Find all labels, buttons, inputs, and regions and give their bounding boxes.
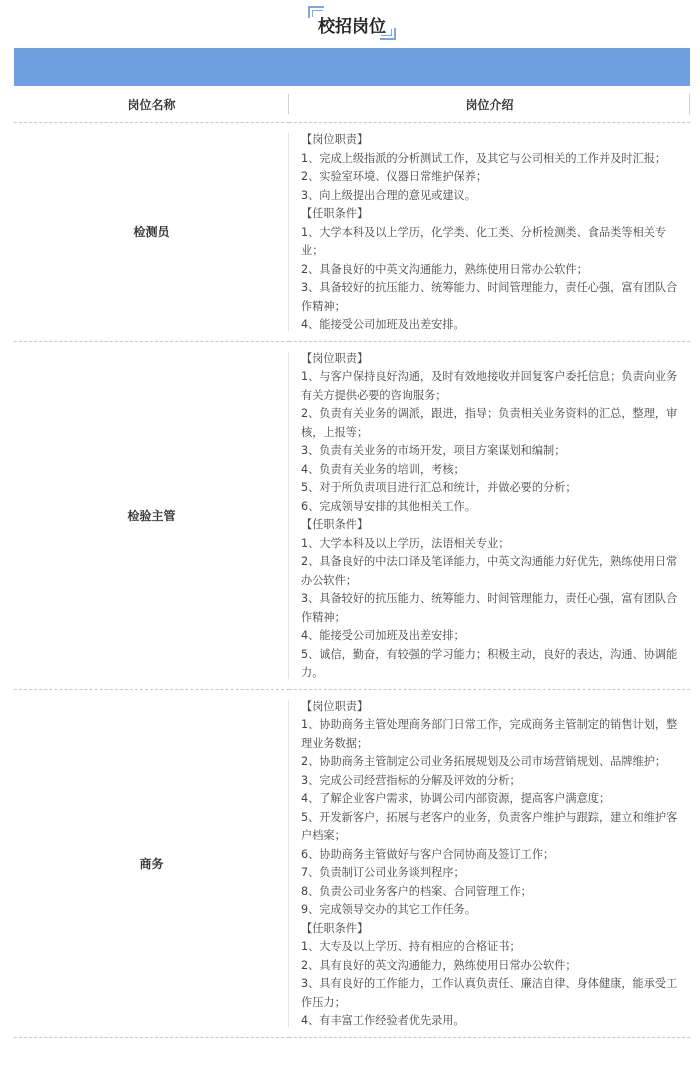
description-line: 1、大专及以上学历、持有相应的合格证书；: [301, 940, 521, 953]
position-name: 商务: [139, 856, 164, 871]
description-line: 3、具备较好的抗压能力、统筹能力、时间管理能力，责任心强，富有团队合作精神；: [301, 592, 678, 624]
description-line: 2、具备良好的中英文沟通能力，熟练使用日常办公软件；: [301, 262, 588, 276]
description-line: 3、向上级提出合理的意见或建议。: [301, 188, 476, 202]
page-header: [0, 0, 700, 48]
table-row: [14, 341, 690, 689]
description-line: 5、对于所负责项目进行汇总和统计，并做必要的分析；: [301, 481, 577, 494]
header-position-desc: [289, 86, 690, 123]
position-name-cell: [14, 689, 289, 1037]
description-line: 3、具有良好的工作能力，工作认真负责任、廉洁自律、身体健康，能承受工作压力；: [301, 977, 678, 1009]
description-line: 1、完成上级指派的分析测试工作，及其它与公司相关的工作并及时汇报；: [301, 151, 667, 165]
description-line: 2、具备良好的中法口译及笔译能力，中英文沟通能力好优先，熟练使用日常办公软件；: [301, 555, 678, 587]
description-line: 1、大学本科及以上学历，法语相关专业；: [301, 536, 510, 550]
description-line: 【岗位职责】: [301, 351, 369, 365]
corner-decoration-bottom-right-inner: [381, 29, 392, 36]
position-name-cell: [14, 341, 289, 689]
title-frame: [308, 6, 396, 40]
description-line: 3、负责有关业务的市场开发，项目方案谋划和编制；: [301, 444, 566, 457]
description-line: 3、完成公司经营指标的分解及评效的分析；: [301, 773, 521, 787]
description-line: 【任职条件】: [301, 207, 369, 220]
description-line: 【任职条件】: [301, 921, 369, 935]
description-line: 9、完成领导交办的其它工作任务。: [301, 903, 476, 916]
description-line: 【任职条件】: [301, 518, 369, 531]
description-line: 3、具备较好的抗压能力、统筹能力、时间管理能力，责任心强，富有团队合作精神；: [301, 281, 678, 313]
description-line: 7、负责制订公司业务谈判程序；: [301, 866, 465, 879]
description-line: 6、完成领导安排的其他相关工作。: [301, 499, 476, 513]
description-line: 5、诚信，勤奋，有较强的学习能力；积极主动，良好的表达，沟通、协调能力。: [301, 647, 678, 679]
description-line: 1、与客户保持良好沟通，及时有效地接收并回复客户委托信息；负责向业务有关方提供必要的咨询服务；: [301, 370, 678, 402]
table-row: [14, 689, 690, 1037]
position-name: 检验主管: [127, 508, 176, 523]
description-line: 4、能接受公司加班及出差安排。: [301, 318, 465, 331]
description-line: 2、负责有关业务的调派，跟进，指导；负责相关业务资料的汇总，整理，审核，上报等；: [301, 407, 678, 439]
table-banner: [14, 48, 690, 86]
position-name: 检测员: [133, 225, 170, 240]
position-description-cell: [289, 689, 690, 1037]
table-row: [14, 123, 690, 342]
description-line: 2、实验室环境、仪器日常维护保养；: [301, 170, 488, 183]
description-line: 2、具有良好的英文沟通能力，熟练使用日常办公软件；: [301, 958, 577, 972]
header-position-name: [14, 86, 289, 123]
description-line: 4、有丰富工作经验者优先录用。: [301, 1014, 465, 1027]
description-line: 4、能接受公司加班及出差安排；: [301, 629, 465, 642]
description-line: 4、了解企业客户需求，协调公司内部资源，提高客户满意度；: [301, 792, 611, 805]
description-line: 1、协助商务主管处理商务部门日常工作，完成商务主管制定的销售计划，整理业务数据；: [301, 718, 678, 750]
header-label: 岗位名称: [127, 97, 176, 112]
table-header-row: [14, 86, 690, 123]
page-title: 校招岗位: [318, 17, 386, 37]
description-line: 【岗位职责】: [301, 133, 369, 146]
column-divider: [689, 94, 690, 114]
description-line: 8、负责公司业务客户的档案、合同管理工作；: [301, 884, 532, 898]
description-line: 【岗位职责】: [301, 699, 369, 713]
column-divider: [288, 352, 289, 679]
position-name-cell: [14, 123, 289, 342]
column-divider: [288, 700, 289, 1027]
column-divider: [288, 133, 289, 331]
description-line: 2、协助商务主管制定公司业务拓展规划及公司市场营销规划、品牌维护；: [301, 755, 667, 768]
position-description-cell: [289, 123, 690, 342]
description-line: 5、开发新客户，拓展与老客户的业务，负责客户维护与跟踪，建立和维护客户档案；: [301, 810, 678, 842]
job-table: [14, 86, 690, 1038]
position-description-cell: [289, 341, 690, 689]
header-label: 岗位介绍: [465, 97, 514, 112]
description-line: 4、负责有关业务的培训，考核；: [301, 462, 465, 476]
description-line: 6、协助商务主管做好与客户合同协商及签订工作；: [301, 847, 555, 861]
description-line: 1、大学本科及以上学历，化学类、化工类、分析检测类、食品类等相关专业；: [301, 225, 667, 257]
